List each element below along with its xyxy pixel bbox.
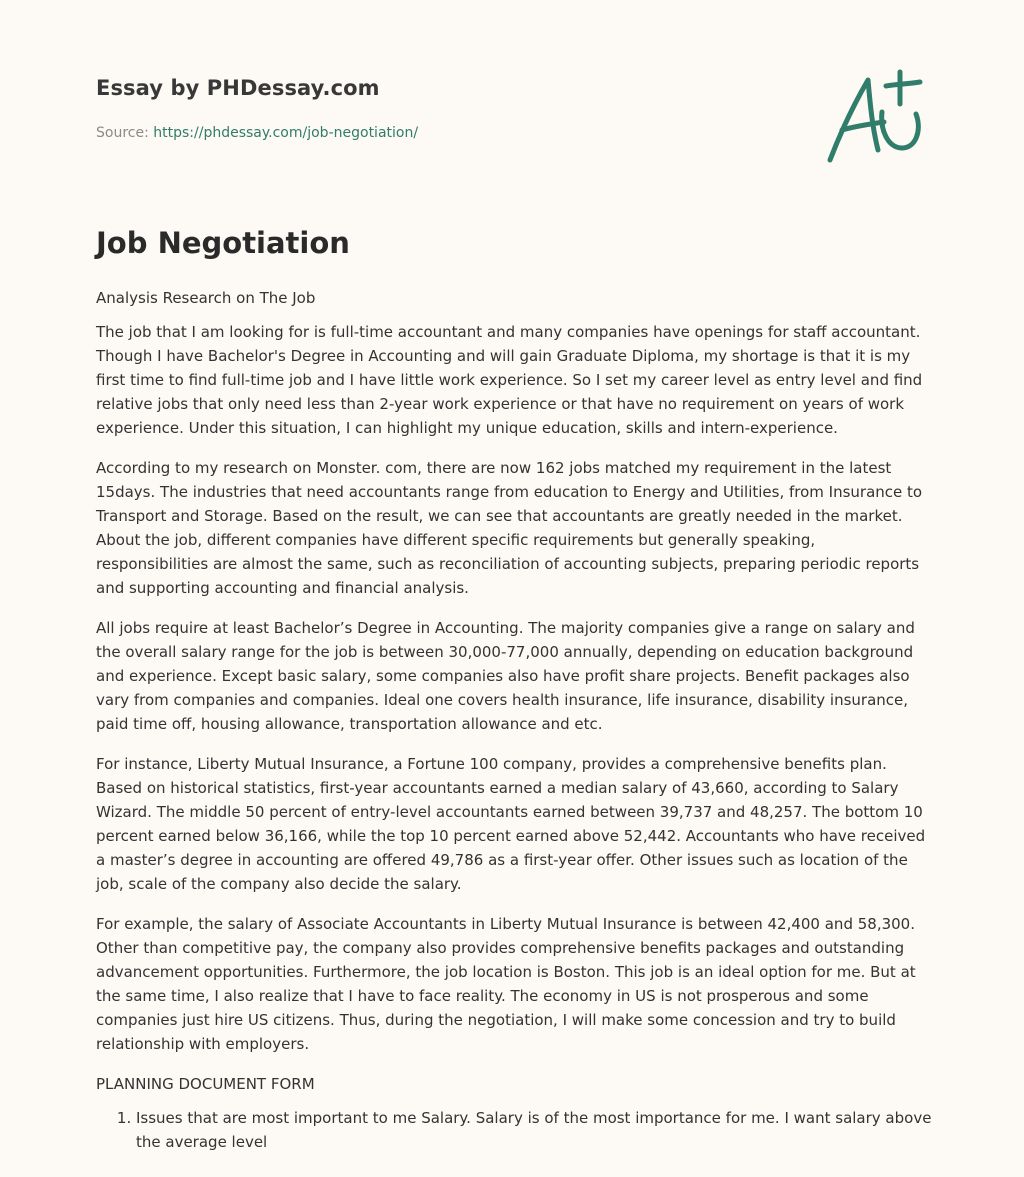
essay-subtitle: Analysis Research on The Job — [96, 289, 316, 307]
site-brand: Essay by PHDessay.com — [96, 76, 380, 100]
essay-title: Job Negotiation — [96, 226, 350, 260]
page-header — [96, 0, 928, 200]
paragraph: The job that I am looking for is full-time accountant and many companies have openings for staff accountant. Though I have Bachelor's Degree in Accounting and will gain Graduate Diploma, my shortage is that it is my first time to find full-time job and I have little work experience. So I set my career level as entry level and find relative jobs that only need less than 2-year work experience or that have no requirement on years of work experience. Under this situation, I can highlight my unique education, skills and intern-experience. — [96, 323, 923, 437]
source-line — [96, 125, 418, 141]
a-plus-logo-icon — [824, 68, 928, 168]
paragraph: All jobs require at least Bachelor’s Degree in Accounting. The majority companies give a range on salary and the overall salary range for the job is between 30,000-77,000 annually, depending on education background and experience. Except basic salary, some companies also have profit share projects. Benefit packages also vary from companies and companies. Ideal one covers health insurance, life insurance, disability insurance, paid time off, housing allowance, transportation allowance and etc. — [96, 619, 915, 733]
paragraph: For instance, Liberty Mutual Insurance, a Fortune 100 company, provides a comprehensive benefits plan. Based on historical statistics, first-year accountants earned a median salary of 43,660, according to Salary Wizard. The middle 50 percent of entry-level accountants earned between 39,737 and 48,257. The bottom 10 percent earned below 36,166, while the top 10 percent earned above 52,442. Accountants who have received a master’s degree in accounting are offered 49,786 as a first-year offer. Other issues such as location of the job, scale of the company also decide the salary. — [96, 755, 926, 893]
planning-list — [96, 1106, 932, 1154]
source-link[interactable]: https://phdessay.com/job-negotiation/ — [153, 125, 419, 141]
paragraph: According to my research on Monster. com, there are now 162 jobs matched my requirement in the latest 15days. The industries that need accountants range from education to Energy and Utilities, from Insurance to Transport and Storage. Based on the result, we can see that accountants are greatly needed in the market. About the job, different companies have different specific requirements but generally speaking, responsibilities are almost the same, such as reconciliation of accounting subjects, preparing periodic reports and supporting accounting and financial analysis. — [96, 459, 923, 597]
list-item: 1. Issues that are most important to me Salary. Salary is of the most importance for me. I want salary above the average level — [136, 1106, 932, 1154]
source-label: Source: — [96, 125, 154, 141]
essay-body — [96, 286, 932, 1154]
section-heading: PLANNING DOCUMENT FORM — [96, 1075, 315, 1093]
paragraph: For example, the salary of Associate Accountants in Liberty Mutual Insurance is between 42,400 and 58,300. Other than competitive pay, the company also provides comprehensive benefits packages and outstanding advancement opportunities. Furthermore, the job location is Boston. This job is an ideal option for me. But at the same time, I also realize that I have to face reality. The economy in US is not prosperous and some companies just hire US citizens. Thus, during the negotiation, I will make some concession and try to build relationship with employers. — [96, 915, 916, 1053]
